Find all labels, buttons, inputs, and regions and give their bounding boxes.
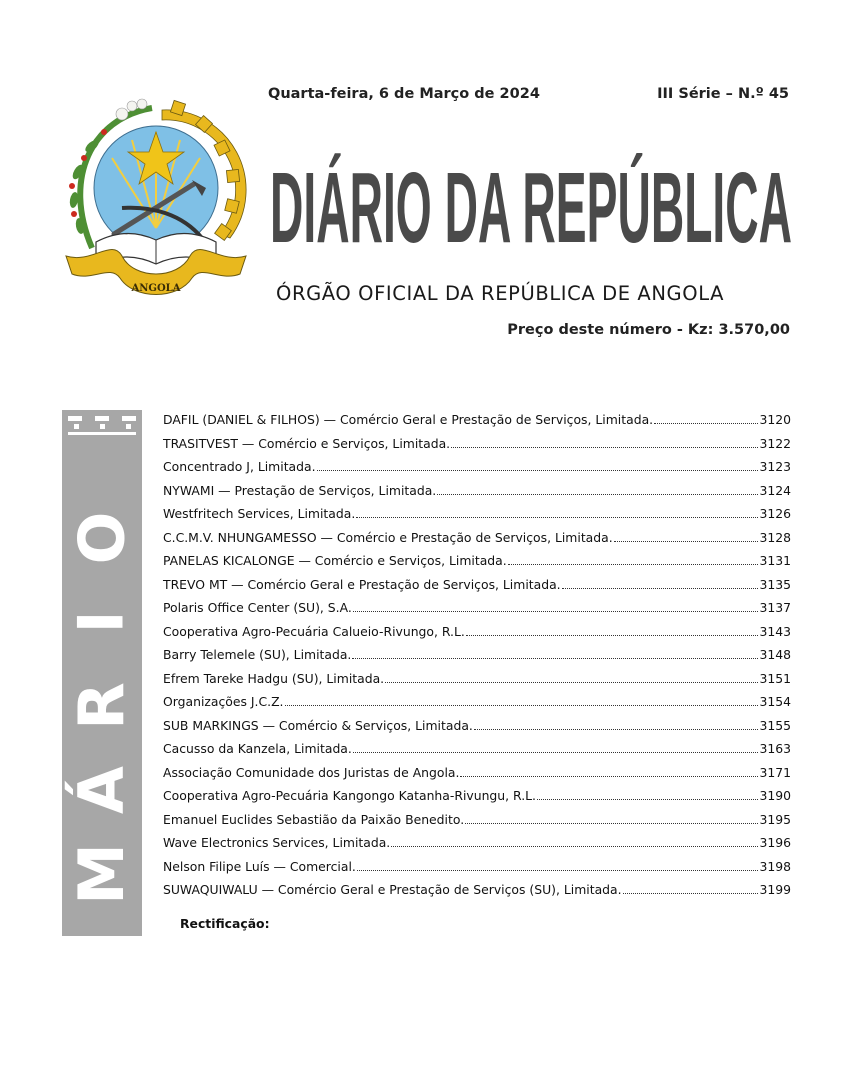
summary-entry-title: Efrem Tareke Hadgu (SU), Limitada. <box>163 670 385 686</box>
summary-entry[interactable] <box>163 694 791 718</box>
summary-entry-page: 3120 <box>759 412 791 427</box>
masthead-subtitle: ÓRGÃO OFICIAL DA REPÚBLICA DE ANGOLA <box>276 282 725 305</box>
dot-leader <box>614 531 759 542</box>
summary-side-bar <box>62 410 142 1065</box>
summary-letter: S <box>65 1019 138 1065</box>
summary-entry-title: Wave Electronics Services, Limitada. <box>163 835 391 850</box>
dot-leader <box>391 836 758 847</box>
summary-vertical-title <box>62 496 142 1084</box>
summary-entry-page: 3199 <box>759 882 791 897</box>
summary-entry[interactable] <box>163 765 791 789</box>
summary-entry-title: PANELAS KICALONGE — Comércio e Serviços, Limitada. <box>163 553 507 568</box>
summary-entry[interactable] <box>163 671 791 695</box>
summary-entry[interactable] <box>163 835 791 859</box>
section-heading-rectification: Rectificação: <box>180 916 270 931</box>
summary-entry-title: Cacusso da Kanzela, Limitada. <box>163 741 352 756</box>
summary-entry-page: 3190 <box>759 788 791 803</box>
summary-entry-page: 3126 <box>759 506 791 521</box>
summary-entry-title: NYWAMI — Prestação de Serviços, Limitada. <box>163 482 437 498</box>
summary-letter: U <box>64 932 138 984</box>
summary-entry-page: 3155 <box>759 717 791 733</box>
dot-leader <box>357 860 759 871</box>
summary-entry-page: 3148 <box>759 647 791 662</box>
summary-letter: Á <box>64 766 138 814</box>
summary-entry[interactable] <box>163 624 791 648</box>
summary-entry[interactable] <box>163 882 791 906</box>
summary-entry-page: 3198 <box>759 858 791 874</box>
issue-price: Preço deste número - Kz: 3.570,00 <box>507 322 790 338</box>
issue-date: Quarta-feira, 6 de Março de 2024 <box>268 86 540 102</box>
dot-leader <box>537 789 758 800</box>
dot-leader <box>385 672 758 683</box>
dot-leader <box>353 742 759 753</box>
masthead-title <box>266 138 796 264</box>
summary-letter: O <box>65 511 138 565</box>
summary-entry[interactable] <box>163 741 791 765</box>
summary-entry[interactable] <box>163 506 791 530</box>
summary-entry-page: 3123 <box>759 459 791 474</box>
dot-leader <box>465 813 758 824</box>
dot-leader <box>474 719 759 730</box>
summary-entry-page: 3151 <box>759 670 791 686</box>
series-number: III Série – N.º 45 <box>657 86 789 102</box>
summary-entry[interactable] <box>163 600 791 624</box>
summary-entry-title: Emanuel Euclides Sebastião da Paixão Benedito. <box>163 811 465 827</box>
bar-crenel-decoration <box>62 410 142 440</box>
summary-entry-page: 3154 <box>759 694 791 709</box>
dot-leader <box>654 413 758 424</box>
summary-entry-title: Westfritech Services, Limitada. <box>163 506 356 521</box>
summary-entry-title: Barry Telemele (SU), Limitada. <box>163 647 352 662</box>
summary-letter: R <box>65 682 138 730</box>
dot-leader <box>460 766 758 777</box>
dot-leader <box>437 484 758 495</box>
summary-entry[interactable] <box>163 459 791 483</box>
dot-leader <box>451 437 758 448</box>
summary-entry-title: Concentrado J, Limitada. <box>163 459 316 474</box>
dot-leader <box>562 578 759 589</box>
summary-entry[interactable] <box>163 577 791 601</box>
summary-entry-page: 3163 <box>759 741 791 756</box>
summary-entry-title: TRASITVEST — Comércio e Serviços, Limitada. <box>163 435 451 451</box>
summary-entry[interactable] <box>163 718 791 742</box>
summary-entry-title: Cooperativa Agro-Pecuária Calueio-Rivungo, R.L. <box>163 623 465 639</box>
summary-entry-page: 3128 <box>759 529 791 545</box>
masthead-title-text: DIÁRIO DA REPÚBLICA <box>270 152 792 264</box>
summary-entry-page: 3124 <box>759 482 791 498</box>
summary-entry-title: DAFIL (DANIEL & FILHOS) — Comércio Geral e Prestação de Serviços, Limitada. <box>163 412 654 427</box>
dot-leader <box>623 883 759 894</box>
summary-entry-title: Cooperativa Agro-Pecuária Kangongo Katanha-Rivungu, R.L. <box>163 788 536 803</box>
summary-entry-title: Organizações J.C.Z. <box>163 694 284 709</box>
dot-leader <box>352 648 758 659</box>
emblem-label: ANGOLA <box>131 283 181 294</box>
summary-entry-page: 3143 <box>759 623 791 639</box>
summary-entry-title: SUB MARKINGS — Comércio & Serviços, Limitada. <box>163 717 473 733</box>
summary-entry-page: 3137 <box>759 600 791 615</box>
summary-letter: I <box>64 610 138 634</box>
summary-entry-title: C.C.M.V. NHUNGAMESSO — Comércio e Prestação de Serviços, Limitada. <box>163 529 613 545</box>
summary-entry-title: Polaris Office Center (SU), S.A. <box>163 600 352 615</box>
summary-entry-page: 3135 <box>759 576 791 592</box>
summary-entry-title: TREVO MT — Comércio Geral e Prestação de Serviços, Limitada. <box>163 576 561 592</box>
dot-leader <box>356 507 758 518</box>
summary-letter: M <box>64 843 138 905</box>
dot-leader <box>466 625 759 636</box>
summary-entry[interactable] <box>163 788 791 812</box>
dot-leader <box>285 695 759 706</box>
summary-entry-page: 3171 <box>759 764 791 780</box>
dot-leader <box>508 554 759 565</box>
summary-entry-title: SUWAQUIWALU — Comércio Geral e Prestação de Serviços (SU), Limitada. <box>163 882 622 897</box>
summary-entry[interactable] <box>163 436 791 460</box>
dot-leader <box>317 460 759 471</box>
summary-entry-page: 3195 <box>759 811 791 827</box>
summary-entry-title: Nelson Filipe Luís — Comercial. <box>163 858 356 874</box>
summary-entry[interactable] <box>163 812 791 836</box>
summary-entry[interactable] <box>163 647 791 671</box>
angola-coat-of-arms-icon <box>52 88 248 300</box>
summary-entry[interactable] <box>163 553 791 577</box>
summary-entry[interactable] <box>163 412 791 436</box>
dot-leader <box>353 601 759 612</box>
summary-entry[interactable] <box>163 483 791 507</box>
summary-list <box>163 412 791 906</box>
summary-entry[interactable] <box>163 859 791 883</box>
summary-entry-page: 3122 <box>759 435 791 451</box>
summary-entry-page: 3131 <box>759 553 791 568</box>
summary-entry-title: Associação Comunidade dos Juristas de Angola. <box>163 764 460 780</box>
summary-entry-page: 3196 <box>759 835 791 850</box>
summary-entry[interactable] <box>163 530 791 554</box>
